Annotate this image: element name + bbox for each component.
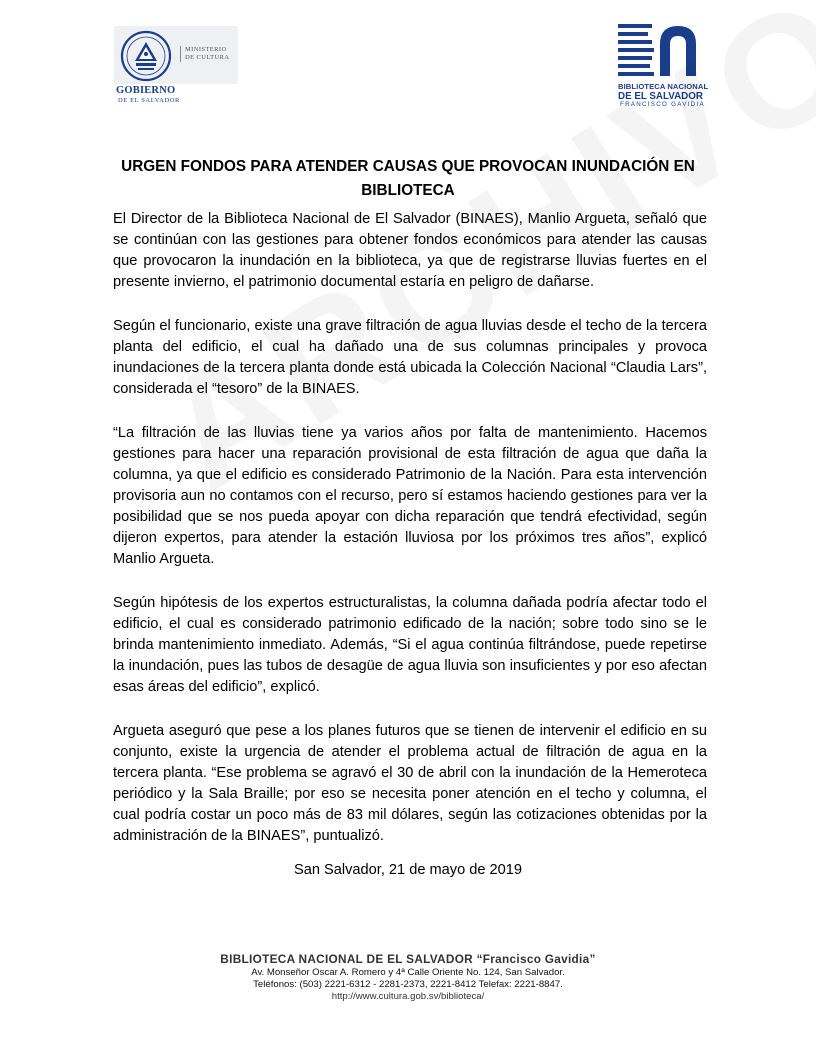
paragraph-1: El Director de la Biblioteca Nacional de El Salvador (BINAES), Manlio Argueta, señaló que se continúan con las gestiones para obtener fondos económicos para atender las causas que provocaron la inundación en la biblioteca, ya que de registrarse lluvias fuertes en el presente invierno, el patrimonio documental estaría en peligro de dañarse.: [113, 211, 707, 290]
footer-address: Av. Monseñor Oscar A. Romero y 4ª Calle Oriente No. 124, San Salvador.: [251, 967, 565, 978]
el-salvador-text: DE EL SALVADOR: [118, 97, 180, 104]
dateline: San Salvador, 21 de mayo de 2019: [294, 862, 522, 878]
article-body: [113, 209, 707, 870]
footer: [112, 952, 704, 1003]
gobierno-text: GOBIERNO: [116, 85, 176, 96]
logo-line-1: BIBLIOTECA NACIONAL: [618, 82, 709, 91]
logo-line-3: FRANCISCO GAVIDIA: [620, 101, 705, 108]
paragraph-3: “La filtración de las lluvias tiene ya varios años por falta de mantenimiento. Hacemos gestiones para hacer una reparación provisional de esta filtración de agua que daña la columna, ya que el edificio es considerado Patrimonio de la Nación. Para esta intervención provisoria aun no contamos con el recurso, pero sí estamos haciendo gestiones para ver la posibilidad que se nos pueda apoyar con dicha reparación que tendrá efectividad, según dijeron expertos, para atender la estación lluviosa por los próximos tres años”, explicó Manlio Argueta.: [113, 425, 707, 567]
bn-monogram-icon: [616, 22, 704, 78]
ministerio-cultura-logo: [114, 26, 240, 106]
press-release-title: URGEN FONDOS PARA ATENDER CAUSAS QUE PROVOCAN INUNDACIÓN EN BIBLIOTECA: [121, 158, 695, 200]
footer-institution: BIBLIOTECA NACIONAL DE EL SALVADOR “Francisco Gavidia”: [220, 952, 596, 966]
binaes-logo: [612, 22, 708, 112]
ministerio-text: MINISTERIO DE CULTURA: [180, 46, 229, 62]
paragraph-5: Argueta aseguró que pese a los planes futuros que se tienen de intervenir el edificio en su conjunto, existe la urgencia de atender el problema actual de filtración de agua en la tercera planta. “Ese problema se agravó el 30 de abril con la inundación de la Hemeroteca periódico y la Sala Braille; por eso se necesita poner atención en el techo y columna, el cual podría costar un poco más de 83 mil dólares, según las cotizaciones obtenidas por la administración de la BINAES”, puntualizó.: [113, 723, 707, 844]
coat-of-arms-icon: [119, 29, 173, 83]
paragraph-4: Según hipótesis de los expertos estructuralistas, la columna dañada podría afectar todo el edificio, el cual es considerado patrimonio edificado de la nación; sobre todo sino se le brinda mantenimiento inmediato. Además, “Si el agua continúa filtrándose, puede repetirse la inundación, pues las tubos de desagüe de agua lluvia son insuficientes y por eso afectan esas áreas del edificio”, explicó.: [113, 595, 707, 695]
paragraph-2: Según el funcionario, existe una grave filtración de agua lluvias desde el techo de la tercera planta del edificio, el cual ha dañado una de sus columnas principales y provoca inundaciones de la tercera planta donde está ubicada la Colección Nacional “Claudia Lars”, considerada el “tesoro” de la BINAES.: [113, 318, 707, 397]
footer-phones: Teléfonos: (503) 2221-6312 - 2281-2373, 2221-8412 Telefax: 2221-8847.: [253, 979, 563, 990]
logo-line-2: DE EL SALVADOR: [618, 91, 703, 102]
footer-url: http://www.cultura.gob.sv/biblioteca/: [331, 991, 485, 1002]
